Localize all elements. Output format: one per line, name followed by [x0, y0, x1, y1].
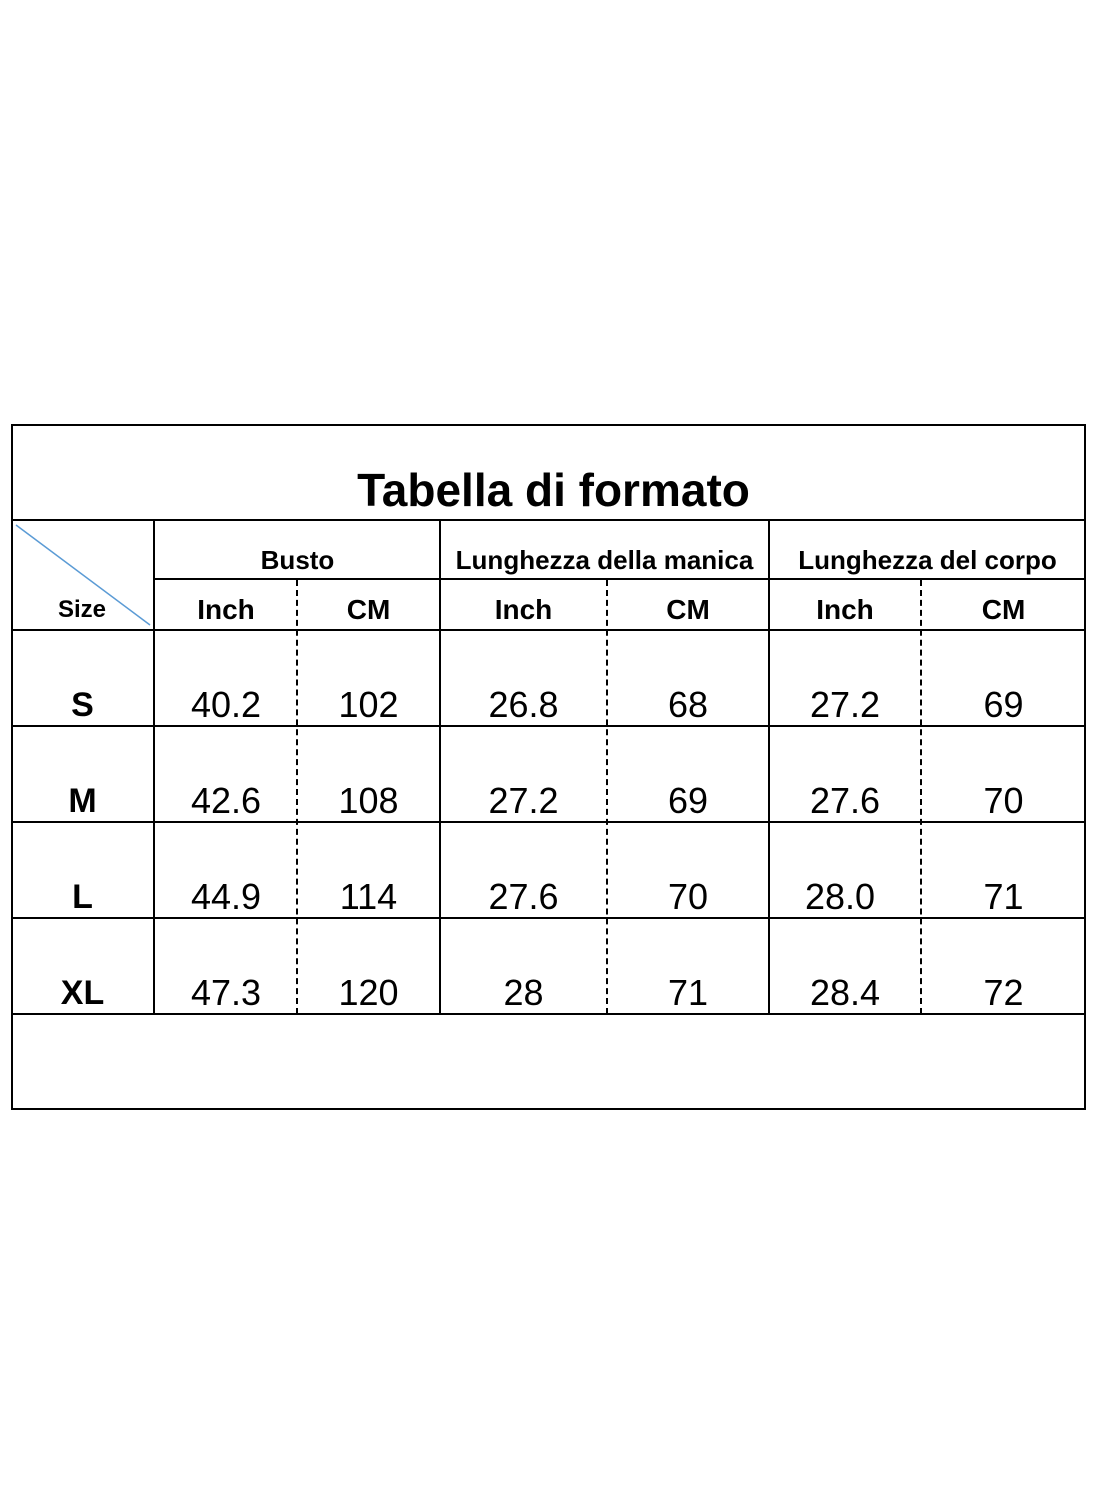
table-cell: 69 — [983, 684, 1024, 725]
size-xl-label: XL — [60, 973, 105, 1012]
busto-header: Busto — [260, 544, 335, 575]
table-cell: 71 — [983, 876, 1024, 917]
body-cm-header: CM — [981, 594, 1026, 625]
body-inch-header: Inch — [816, 594, 874, 625]
table-cell: 70 — [667, 876, 709, 917]
size-s-label: S — [71, 685, 94, 724]
table-cell: 72 — [983, 972, 1024, 1013]
table-cell: 27.2 — [488, 780, 559, 821]
table-cell: 69 — [667, 780, 709, 821]
body-length-header: Lunghezza del corpo — [798, 544, 1057, 575]
table-cell: 27.6 — [488, 876, 559, 917]
table-cell: 102 — [338, 684, 399, 725]
table-cell: 28 — [503, 972, 544, 1013]
table-cell: 27.2 — [809, 684, 881, 725]
table-cell: 28.0 — [804, 876, 876, 917]
table-cell: 42.6 — [190, 780, 262, 821]
busto-cm-header: CM — [346, 594, 391, 625]
size-column-header: Size — [57, 596, 107, 623]
size-l-label: L — [72, 877, 93, 916]
sleeve-inch-header: Inch — [494, 594, 553, 625]
table-cell: 28.4 — [809, 972, 881, 1013]
table-cell: 47.3 — [190, 972, 262, 1013]
table-cell: 68 — [667, 684, 709, 725]
sleeve-cm-header: CM — [666, 594, 710, 625]
sleeve-length-header: Lunghezza della manica — [455, 544, 754, 575]
size-m-label: M — [68, 781, 97, 820]
table-cell: 27.6 — [809, 780, 881, 821]
table-cell: 108 — [338, 780, 399, 821]
table-cell: 120 — [338, 972, 399, 1013]
table-cell: 70 — [983, 780, 1024, 821]
table-cell: 114 — [339, 876, 398, 917]
table-cell: 71 — [667, 972, 709, 1013]
table-cell: 44.9 — [190, 876, 262, 917]
table-cell: 26.8 — [488, 684, 559, 725]
page-title: Tabella di formato — [357, 464, 750, 516]
table-cell: 40.2 — [190, 684, 262, 725]
busto-inch-header: Inch — [197, 594, 255, 625]
